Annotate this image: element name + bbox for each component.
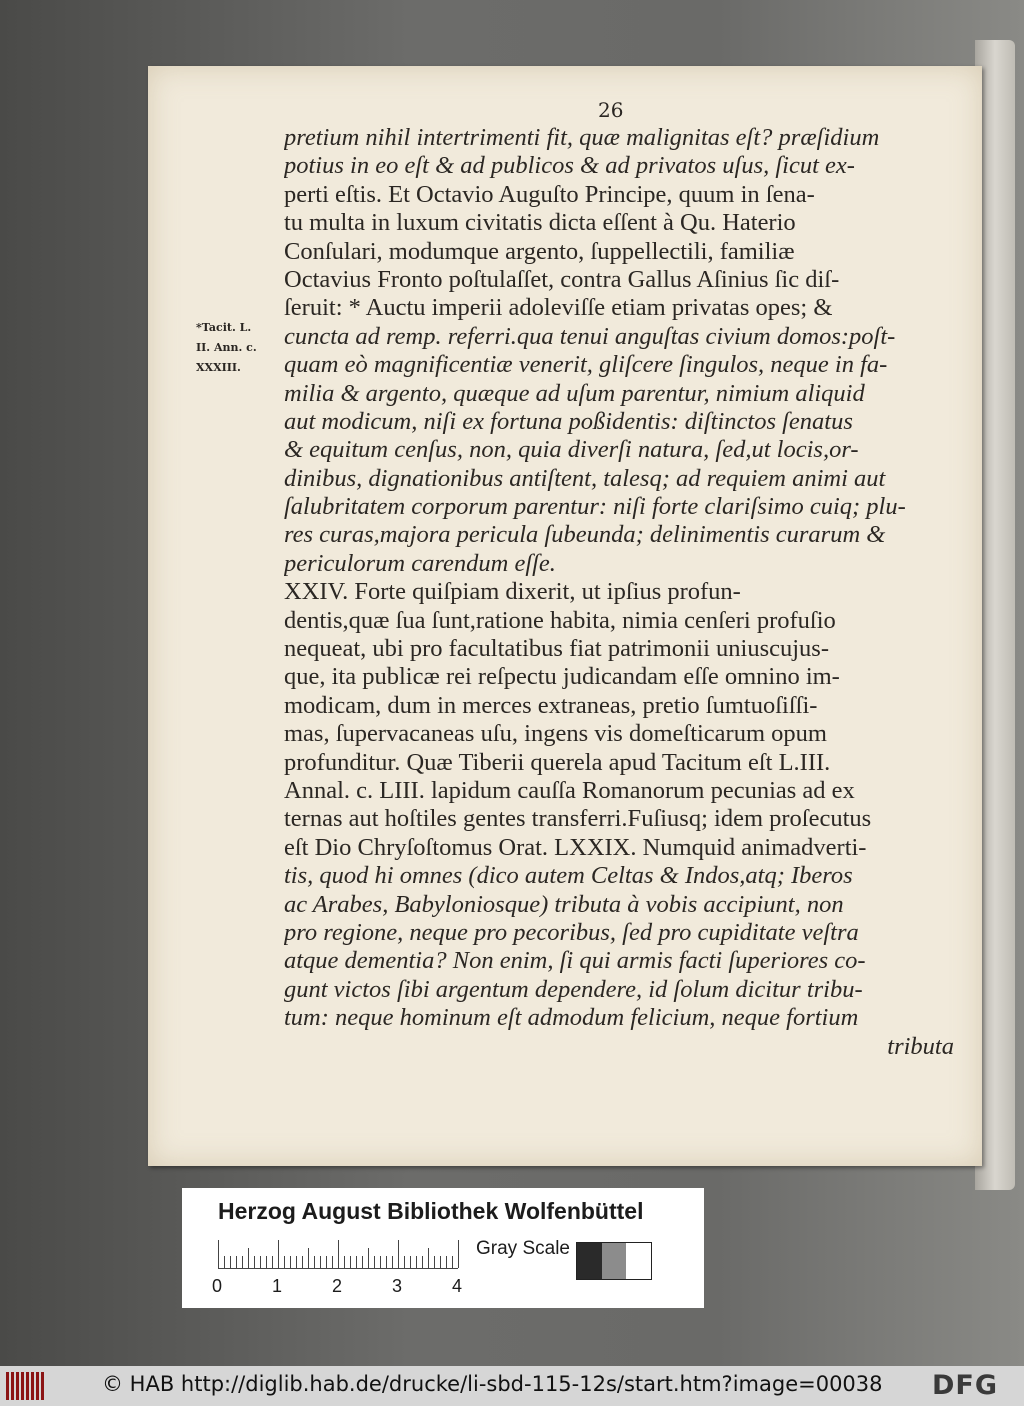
text-line: pretium nihil intertrimenti fit, quæ malignitas eſt? præſidium [284,124,880,151]
text-line: profunditur. Quæ Tiberii querela apud Tacitum eſt L.III. [284,748,831,776]
footer-url[interactable]: © HAB http://diglib.hab.de/drucke/li-sbd-115-12s/start.htm?image=00038 [102,1372,883,1396]
text-line: modicam, dum in merces extraneas, pretio ſumtuoſiſſi- [284,691,818,719]
text-line: perti eſtis. Et Octavio Auguſto Principe, quum in ſena- [284,180,815,208]
ruler-tick [386,1256,387,1268]
catchword: tributa [887,1032,954,1060]
text-line: potius in eo eſt & ad publicos & ad privatos uſus, ſicut ex- [284,152,855,180]
text-line: dentis,quæ ſua ſunt,ratione habita, nimia cenſeri profuſio [284,606,836,634]
ruler-tick [350,1256,351,1268]
text-line: mas, ſupervacaneas uſu, ingens vis domeſticarum opum [284,720,827,748]
ruler-tick [326,1256,327,1268]
dfg-logo[interactable]: DFG [932,1370,999,1401]
text-line: Annal. c. LIII. lapidum cauſſa Romanorum pecunias ad ex [284,776,855,804]
text-line: ac Arabes, Babyloniosque) tributa à vobis accipiunt, non [284,890,844,918]
text-line: cuncta ad remp. referri.qua tenui anguſtas civium domos:poſt- [284,322,896,350]
gray-swatch [577,1243,602,1279]
ruler-tick [332,1256,333,1268]
ruler-tick [242,1256,243,1268]
ruler-tick [254,1256,255,1268]
text-line: nequeat, ubi pro facultatibus fiat patrimonii uniuscujus- [284,635,829,663]
marginal-note-line: XXXIII. [196,361,241,374]
ruler-tick [266,1256,267,1268]
ruler-tick [284,1256,285,1268]
ruler-tick [392,1256,393,1268]
ruler-tick [458,1240,459,1268]
ruler-tick [434,1256,435,1268]
ruler-tick [374,1256,375,1268]
ruler-tick [428,1248,429,1268]
text-line: tu multa in luxum civitatis dicta eſſent à Qu. Haterio [284,209,796,237]
text-line: que, ita publicæ rei reſpectu judicandam eſſe omnino im- [284,663,840,691]
text-line: milia & argento, quæque ad uſum parentur, nimium aliquid [284,379,865,407]
text-line: ternas aut hoſtiles gentes transferri.Fuſiusq; idem proſecutus [284,805,872,833]
ruler-tick [248,1248,249,1268]
ruler-tick [344,1256,345,1268]
hab-logo-icon[interactable] [6,1372,46,1400]
ruler-tick [452,1256,453,1268]
grayscale-swatches [576,1242,652,1280]
ruler-number: 4 [452,1276,463,1296]
ruler-tick [416,1256,417,1268]
ruler-tick [296,1256,297,1268]
ruler-tick [398,1240,399,1268]
text-line: gunt victos ſibi argentum dependere, id ſolum dicitur tribu- [284,975,863,1003]
footer-bar [0,1366,1024,1406]
text-line: quam eò magnificentiæ venerit, gliſcere ſingulos, neque in fa- [284,351,888,379]
ruler-number: 0 [212,1276,223,1296]
text-line: res curas,majora pericula ſubeunda; delinimentis curarum & [284,521,886,549]
page-number: 26 [598,98,624,122]
library-name: Herzog August Bibliothek Wolfenbüttel [218,1198,644,1224]
ruler-tick [290,1256,291,1268]
marginal-note-line: II. Ann. c. [196,341,257,354]
ruler-tick [230,1256,231,1268]
ruler-tick [224,1256,225,1268]
marginal-note-line: *Tacit. L. [196,321,252,334]
body-text [284,124,974,1061]
ruler-tick [422,1256,423,1268]
ruler-number: 1 [272,1276,283,1296]
color-scale-card [182,1188,704,1308]
ruler-tick [308,1248,309,1268]
gray-swatch [626,1243,651,1279]
ruler-tick [410,1256,411,1268]
text-line: Octavius Fronto poſtulaſſet, contra Gallus Aſinius ſic diſ- [284,265,840,293]
ruler-tick [314,1256,315,1268]
ruler-tick [278,1240,279,1268]
ruler-tick [260,1256,261,1268]
ruler-tick [338,1240,339,1268]
text-line: tis, quod hi omnes (dico autem Celtas & Indos,atq; Iberos [284,862,853,890]
ruler-tick [272,1256,273,1268]
ruler-tick [404,1256,405,1268]
text-line: atque dementia? Non enim, ſi qui armis facti ſuperiores co- [284,947,866,975]
ruler-tick [380,1256,381,1268]
grayscale-label: Gray Scale [476,1238,570,1259]
marginal-note [196,318,278,378]
ruler-tick [440,1256,441,1268]
text-line: Conſulari, modumque argento, ſuppellectili, familiæ [284,237,795,265]
ruler-tick [302,1256,303,1268]
gray-swatch [602,1243,627,1279]
text-line: periculorum carendum eſſe. [284,549,556,577]
text-line: ſeruit: * Auctu imperii adoleviſſe etiam privatas opes; & [284,294,833,322]
ruler-number: 2 [332,1276,343,1296]
ruler-tick [446,1256,447,1268]
ruler [218,1238,458,1269]
text-line: dinibus, dignationibus antiſtent, talesq; ad requiem animi aut [284,464,886,492]
text-line: ſalubritatem corporum parentur: niſi forte clariſsimo cuiq; plu- [284,493,906,521]
ruler-tick [356,1256,357,1268]
text-line: pro regione, neque pro pecoribus, ſed pro cupiditate veſtra [284,918,859,946]
ruler-tick [362,1256,363,1268]
ruler-tick [320,1256,321,1268]
ruler-number: 3 [392,1276,403,1296]
text-line: XXIV. Forte quiſpiam dixerit, ut ipſius profun- [284,578,741,606]
ruler-tick [236,1256,237,1268]
text-line: eſt Dio Chryſoſtomus Orat. LXXIX. Numquid animadverti- [284,833,867,861]
ruler-tick [368,1248,369,1268]
ruler-tick [218,1240,219,1268]
text-line: tum: neque hominum eſt admodum felicium, neque fortium [284,1004,859,1032]
text-line: aut modicum, niſi ex fortuna poßidentis: diſtinctos ſenatus [284,407,853,435]
text-line: & equitum cenſus, non, quia diverſi natura, ſed,ut locis,or- [284,436,859,464]
